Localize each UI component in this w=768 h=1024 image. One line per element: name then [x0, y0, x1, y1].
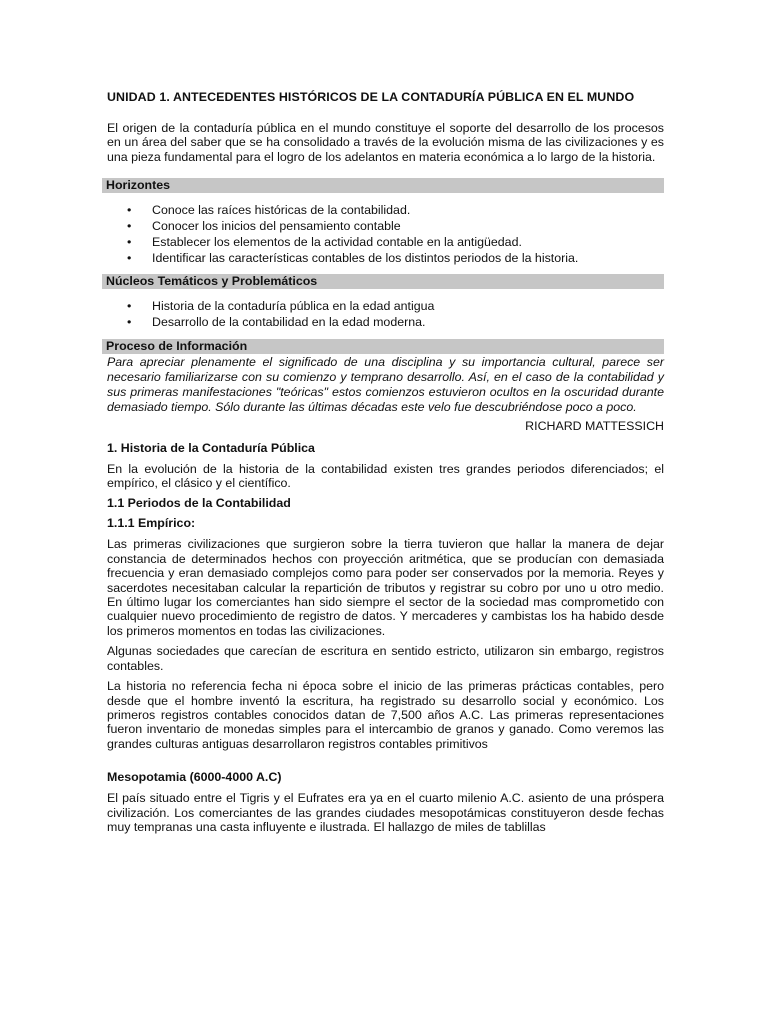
bullet-icon: •	[127, 234, 132, 249]
bullet-icon: •	[127, 315, 132, 330]
list-item: • Identificar las características contables de los distintos periodos de la historia.	[127, 250, 579, 265]
section-heading-1-1-1: 1.1.1 Empírico:	[107, 516, 196, 531]
section-heading-1: 1. Historia de la Contaduría Pública	[107, 440, 315, 455]
quote-author: RICHARD MATTESSICH	[525, 418, 664, 433]
nucleos-list	[107, 299, 664, 331]
section-1-paragraph: En la evolución de la historia de la contabilidad existen tres grandes periodos diferenciados; el empírico, el clásico y el científico.	[107, 461, 664, 491]
intro-paragraph: El origen de la contaduría pública en el mundo constituye el soporte del desarrollo de los procesos en un área del saber que se ha consolidado a través de la evolución misma de las civilizaciones y es una pieza fundamental para el logro de los adelantos en materia económica a lo largo de la historia.	[107, 121, 664, 164]
page-title: UNIDAD 1. ANTECEDENTES HISTÓRICOS DE LA CONTADURÍA PÚBLICA EN EL MUNDO	[107, 90, 635, 104]
bullet-icon: •	[127, 203, 132, 218]
list-item: • Historia de la contaduría pública en la edad antigua	[127, 299, 435, 314]
empirico-paragraph-1: Las primeras civilizaciones que surgieron sobre la tierra tuvieron que hallar la manera de dejar constancia de determinados hechos con proyección aritmética, que se producían con demasiada frecuencia y eran demasiado complejos como para poder ser conservados por la memoria. Reyes y sacerdotes necesitaban calcular la repartición de tributos y registrar su cobro por uno u otro medio. En último lugar los comerciantes han sido siempre el sector de la sociedad mas comprometido con cualquier nuevo procedimiento de registro de datos. Y mercaderes y cambistas los ha habido desde los primeros momentos en todas las civilizaciones.	[107, 537, 664, 638]
mesopotamia-paragraph: El país situado entre el Tigris y el Eufrates era ya en el cuarto milenio A.C. asiento de una próspera civilización. Los comerciantes de las grandes ciudades mesopotámicas constituyeron desde fechas muy tempranas una casta influyente e ilustrada. El hallazgo de miles de tablillas	[107, 791, 664, 834]
bullet-icon: •	[127, 250, 132, 265]
section-heading-mesopotamia: Mesopotamia (6000-4000 A.C)	[107, 770, 282, 785]
list-item: • Desarrollo de la contabilidad en la edad moderna.	[127, 315, 426, 330]
horizontes-list	[107, 203, 664, 266]
section-bar-proceso: Proceso de Información	[102, 339, 664, 354]
section-heading-1-1: 1.1 Periodos de la Contabilidad	[107, 496, 291, 511]
bullet-icon: •	[127, 299, 132, 314]
section-bar-horizontes: Horizontes	[102, 178, 664, 193]
bullet-icon: •	[127, 219, 132, 234]
list-item: • Conoce las raíces históricas de la contabilidad.	[127, 203, 411, 218]
section-bar-nucleos: Núcleos Temáticos y Problemáticos	[102, 274, 664, 289]
empirico-paragraph-3: La historia no referencia fecha ni época sobre el inicio de las primeras prácticas contables, pero desde que el hombre inventó la escritura, ha registrado su desarrollo social y económico. Los primeros registros contables conocidos datan de 7,500 años A.C. Las primeras representaciones fueron inventario de monedas simples para el intercambio de granos y ganado. Como veremos las grandes culturas antiguas desarrollaron registros contables primitivos	[107, 679, 664, 751]
list-item: • Conocer los inicios del pensamiento contable	[127, 219, 401, 234]
epigraph-quote: Para apreciar plenamente el significado de una disciplina y su importancia cultural, parece ser necesario familiarizarse con su comienzo y temprano desarrollo. Así, en el caso de la contabilidad y sus primeras manifestaciones "teóricas" estos comienzos estuvieron ocultos en la oscuridad durante demasiado tiempo. Sólo durante las últimas décadas este velo fue descubriéndose poco a poco.	[107, 355, 664, 414]
empirico-paragraph-2: Algunas sociedades que carecían de escritura en sentido estricto, utilizaron sin embargo, registros contables.	[107, 644, 664, 673]
list-item: • Establecer los elementos de la actividad contable en la antigüedad.	[127, 234, 522, 249]
